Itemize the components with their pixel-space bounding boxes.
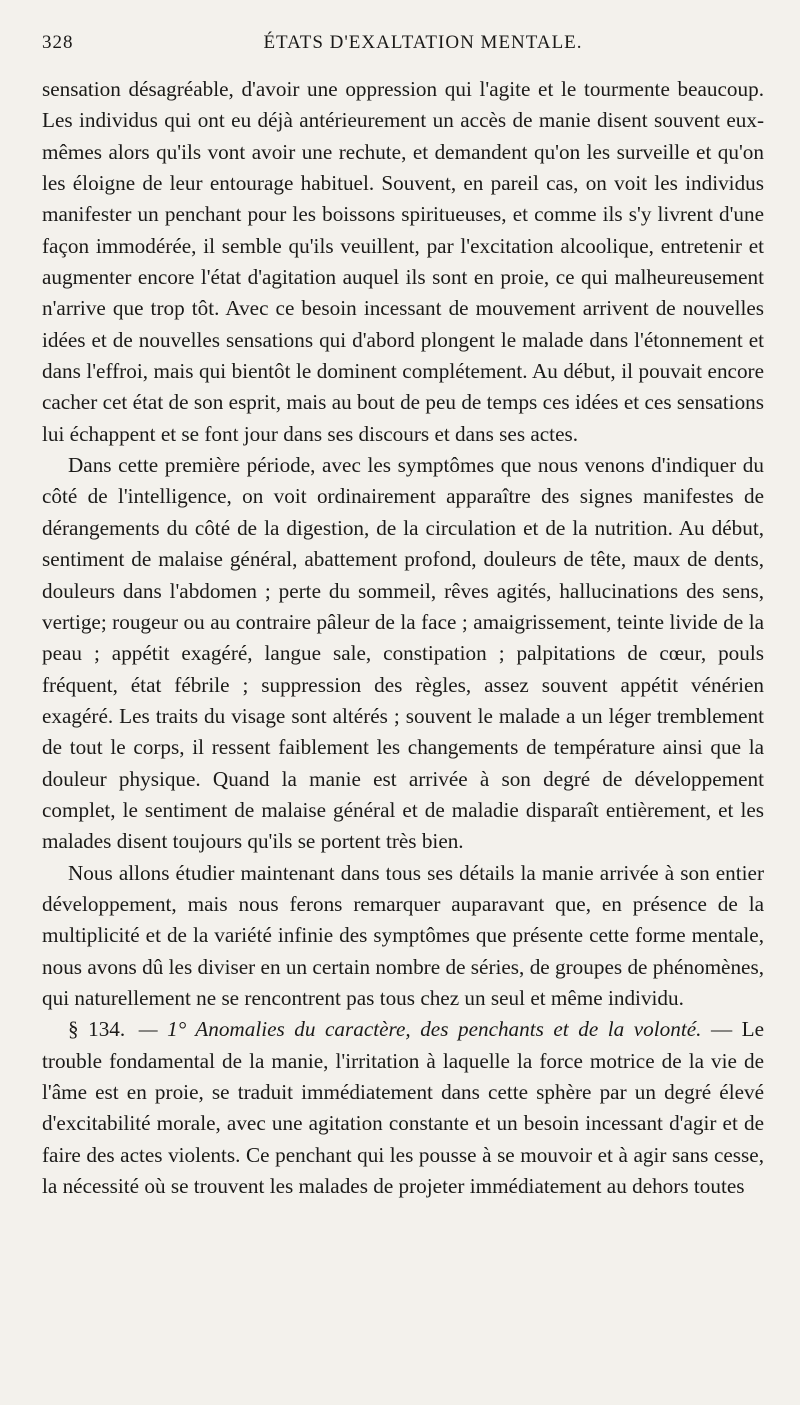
paragraph-continued: sensation désagréable, d'avoir une oppression qui l'agite et le tourmente beaucoup. Les individus qui ont eu déjà antérieurement un accès de manie disent souvent eux-mêmes alors qu'ils vont avoir une rechute, et demandent qu'on les surveille et qu'on les éloigne de leur entourage habituel. Souvent, en pareil cas, on voit les individus manifester un penchant pour les boissons spiritueuses, et comme ils s'y livrent d'une façon immodérée, il semble qu'ils veuillent, par l'excitation alcoolique, entretenir et augmenter encore l'état d'agitation auquel ils sont en proie, ce qui malheureusement n'arrive que trop tôt. Avec ce besoin incessant de mouvement arrivent de nouvelles idées et de nouvelles sensations qui d'abord plongent le malade dans l'étonnement et dans l'effroi, mais qui bientôt le dominent complétement. Au début, il pouvait encore cacher cet état de son esprit, mais au bout de peu de temps ces idées et ces sensations lui échappent et se font jour dans ses discours et dans ses actes. (42, 77, 764, 446)
section-title: — 1° Anomalies du caractère, des penchants et de la volonté. (138, 1017, 702, 1042)
section-134 (42, 1014, 764, 1202)
running-header (42, 32, 764, 62)
section-text: — Le trouble fondamental de la manie, l'irritation à laquelle la force motrice de la vie de l'âme est en proie, se traduit immédiatement dans cette sphère par un degré élevé d'excitabilité morale, avec une agitation constante et un besoin incessant d'agir et de faire des actes violents. Ce penchant qui les pousse à se mouvoir et à agir sans cesse, la nécessité où se trouvent les malades de projeter immédiatement au dehors toutes (42, 1017, 765, 1199)
section-number: § 134. (68, 1017, 126, 1042)
paragraph-first-period: Dans cette première période, avec les symptômes que nous venons d'indiquer du côté de l'intelligence, on voit ordinairement apparaître des signes manifestes de dérangements du côté de la digestion, de la circulation et de la nutrition. Au début, sentiment de malaise général, abattement profond, douleurs de tête, maux de dents, douleurs dans l'abdomen ; perte du sommeil, rêves agités, hallucinations des sens, vertige; rougeur ou au contraire pâleur de la face ; amaigrissement, teinte livide de la peau ; appétit exagéré, langue sale, constipation ; palpitations de cœur, pouls fréquent, état fébrile ; suppression des règles, assez souvent appétit vénérien exagéré. Les traits du visage sont altérés ; souvent le malade a un léger tremblement de tout le corps, il ressent faiblement les changements de température ainsi que la douleur physique. Quand la manie est arrivée à son degré de développement complet, le sentiment de malaise général et de maladie disparaît entièrement, et les malades disent toujours qu'ils se portent très bien. (42, 453, 764, 854)
page-number: 328 (42, 32, 74, 53)
paragraph-full-development: Nous allons étudier maintenant dans tous ses détails la manie arrivée à son entier développement, mais nous ferons remarquer auparavant que, en présence de la multiplicité et de la variété infinie des symptômes que présente cette forme mentale, nous avons dû les diviser en un certain nombre de séries, de groupes de phénomènes, qui naturellement ne se rencontrent pas tous chez un seul et même individu. (42, 860, 764, 1010)
running-title: ÉTATS D'EXALTATION MENTALE. (263, 32, 583, 53)
body-text (42, 74, 764, 1202)
